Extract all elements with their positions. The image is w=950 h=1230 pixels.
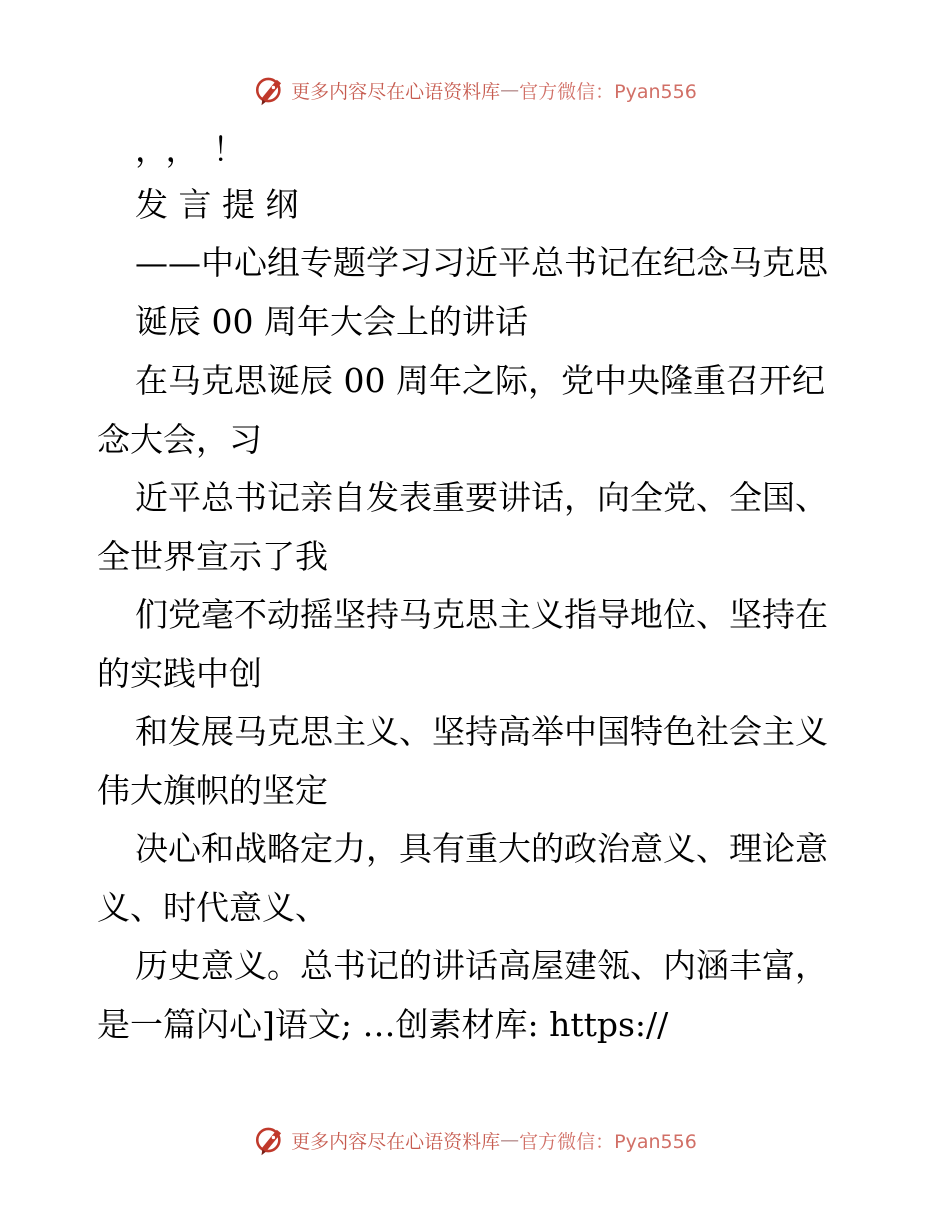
paragraph-line: 是一篇闪心]语文; …创素材库: https:// bbox=[97, 1005, 669, 1044]
paragraph-line: 的实践中创 bbox=[97, 654, 262, 693]
paragraph-line: 们党毫不动摇坚持马克思主义指导地位、坚持在 bbox=[135, 595, 828, 634]
punctuation-line: ，，！ bbox=[135, 130, 260, 169]
paragraph-line: 义、时代意义、 bbox=[97, 888, 328, 927]
paragraph-line: 决心和战略定力，具有重大的政治意义、理论意 bbox=[135, 829, 828, 868]
pen-nib-logo-icon bbox=[253, 73, 287, 107]
banner-separator: — bbox=[500, 79, 520, 101]
document-title: 发 言 提 纲 bbox=[135, 185, 299, 224]
paragraph-line: 在马克思诞辰 00 周年之际，党中央隆重召开纪 bbox=[135, 361, 825, 400]
header-banner[interactable] bbox=[0, 70, 950, 110]
paragraph-line: 近平总书记亲自发表重要讲话，向全党、全国、 bbox=[135, 478, 828, 517]
banner-wechat-text: 官方微信：Pyan556 bbox=[519, 1130, 697, 1153]
footer-banner[interactable] bbox=[0, 1120, 950, 1160]
pen-nib-logo-icon bbox=[253, 1123, 287, 1157]
document-subtitle-line-2: 诞辰 00 周年大会上的讲话 bbox=[135, 302, 528, 341]
paragraph-line: 伟大旗帜的坚定 bbox=[97, 771, 328, 810]
banner-wechat-text: 官方微信：Pyan556 bbox=[519, 80, 697, 103]
paragraph-line: 全世界宣示了我 bbox=[97, 537, 328, 576]
banner-brand-text: 更多内容尽在心语资料库 bbox=[291, 1130, 501, 1153]
banner-separator: — bbox=[500, 1129, 520, 1151]
banner-brand-text: 更多内容尽在心语资料库 bbox=[291, 80, 501, 103]
paragraph-line: 历史意义。总书记的讲话高屋建瓴、内涵丰富， bbox=[135, 946, 828, 985]
document-subtitle-line-1: ——中心组专题学习习近平总书记在纪念马克思 bbox=[135, 243, 828, 282]
paragraph-line: 和发展马克思主义、坚持高举中国特色社会主义 bbox=[135, 712, 828, 751]
paragraph-line: 念大会，习 bbox=[97, 420, 262, 459]
